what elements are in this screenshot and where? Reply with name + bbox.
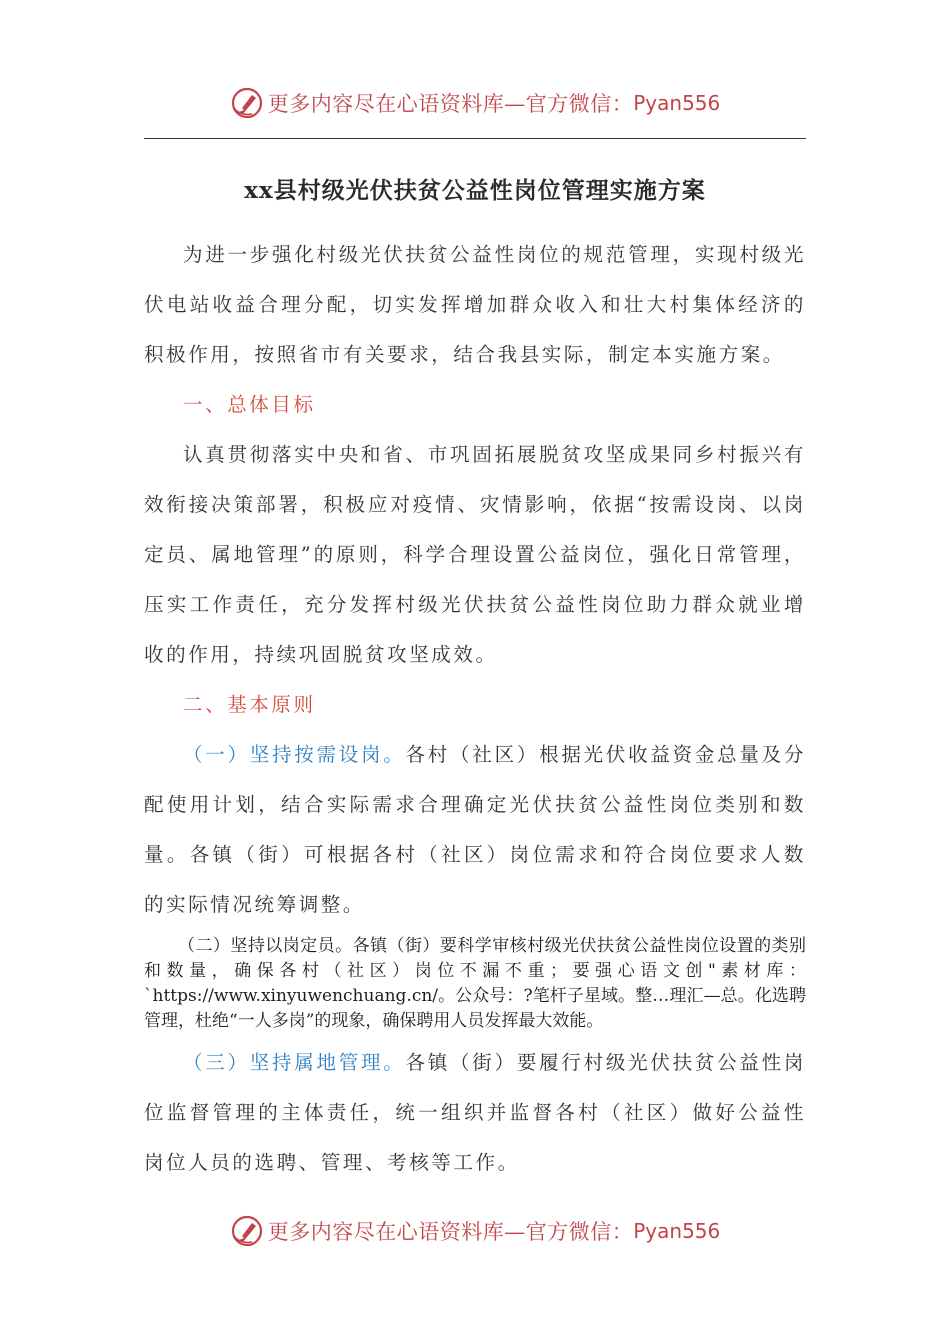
- banner-contact: Pyan556: [633, 91, 721, 115]
- header-divider: [144, 138, 806, 139]
- principle-item-1-body: 各村（社区）根据光伏收益资金总量及分配使用计划，结合实际需求合理确定光伏扶贫公益性岗位类别和数量。各镇（街）可根据各村（社区）岗位需求和符合岗位要求人数的实际情况统筹调整。: [144, 743, 806, 916]
- principle-item-1-lead: （一）坚持按需设岗。: [183, 743, 406, 766]
- principle-item-2: （二）坚持以岗定员。各镇（街）要科学审核村级光伏扶贫公益性岗位设置的类别和数量，确保各村（社区）岗位不漏不重；要强心语文创"素材库：`https://www.xinyuwenchuang.cn/。公众号：?笔杆子星域。整…理汇—总。化选聘管理，杜绝“一人多岗”的现象，确保聘用人员发挥最大效能。: [144, 936, 806, 1031]
- section-heading-goals: 一、总体目标: [183, 393, 316, 416]
- banner-text: 更多内容尽在心语资料库—官方微信：: [267, 92, 634, 116]
- principle-item-3-body: 各镇（街）要履行村级光伏扶贫公益性岗位监督管理的主体责任，统一组织并监督各村（社区）做好公益性岗位人员的选聘、管理、考核等工作。: [144, 1051, 806, 1174]
- intro-paragraph: 为进一步强化村级光伏扶贫公益性岗位的规范管理，实现村级光伏电站收益合理分配，切实发挥增加群众收入和壮大村集体经济的积极作用，按照省市有关要求，结合我县实际，制定本实施方案。: [144, 243, 806, 366]
- principle-item-3: [144, 1038, 806, 1188]
- pen-logo-icon: [230, 1214, 264, 1248]
- banner-text: 更多内容尽在心语资料库—官方微信：: [267, 1220, 634, 1244]
- principle-item-1: [144, 730, 806, 930]
- goals-paragraph: 认真贯彻落实中央和省、市巩固拓展脱贫攻坚成果同乡村振兴有效衔接决策部署，积极应对疫情、灾情影响，依据“按需设岗、以岗定员、属地管理”的原则，科学合理设置公益岗位，强化日常管理，压实工作责任，充分发挥村级光伏扶贫公益性岗位助力群众就业增收的作用，持续巩固脱贫攻坚成效。: [144, 443, 806, 666]
- banner-contact: Pyan556: [633, 1219, 721, 1243]
- document-title: xx县村级光伏扶贫公益性岗位管理实施方案: [244, 177, 706, 204]
- section-heading-principles: 二、基本原则: [183, 693, 316, 716]
- header-banner: [0, 78, 950, 128]
- pen-logo-icon: [230, 86, 264, 120]
- document-body: [144, 230, 806, 1188]
- footer-banner: [0, 1206, 950, 1256]
- principle-item-3-lead: （三）坚持属地管理。: [183, 1051, 406, 1074]
